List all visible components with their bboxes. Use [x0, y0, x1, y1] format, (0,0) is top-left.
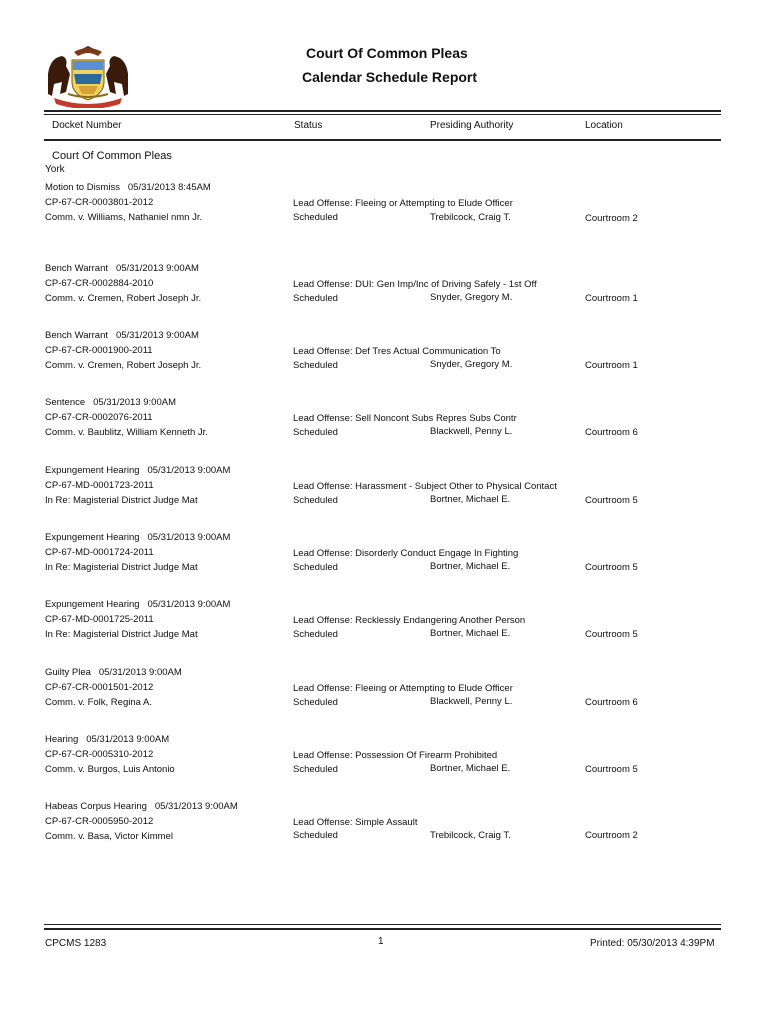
- record-docket: CP-67-CR-0005310-2012: [45, 749, 154, 760]
- report-title: Court Of Common Pleas: [306, 45, 468, 61]
- record-location: Courtroom 1: [585, 360, 638, 371]
- record-offense: Lead Offense: Recklessly Endangering Another Person: [293, 615, 526, 626]
- record-judge: Blackwell, Penny L.: [430, 696, 513, 707]
- column-header-rule: [44, 139, 721, 141]
- record-status: Scheduled: [293, 629, 338, 640]
- record-7: [0, 599, 768, 659]
- record-docket: CP-67-CR-0001501-2012: [45, 682, 154, 693]
- header-rule-thin: [44, 114, 721, 115]
- record-location: Courtroom 6: [585, 427, 638, 438]
- record-location: Courtroom 5: [585, 764, 638, 775]
- record-1: [0, 182, 768, 242]
- record-offense: Lead Offense: DUI: Gen Imp/Inc of Driving Safely - 1st Off: [293, 279, 537, 290]
- footer-form-id: CPCMS 1283: [45, 938, 107, 949]
- header-rule-top: [44, 110, 721, 112]
- record-docket: CP-67-CR-0003801-2012: [45, 197, 154, 208]
- record-5: [0, 465, 768, 525]
- record-judge: Trebilcock, Craig T.: [430, 212, 511, 223]
- pennsylvania-seal-logo: [44, 44, 132, 108]
- record-caption: Comm. v. Burgos, Luis Antonio: [45, 764, 175, 775]
- record-offense: Lead Offense: Possession Of Firearm Prohibited: [293, 750, 498, 761]
- record-caption: Comm. v. Folk, Regina A.: [45, 697, 152, 708]
- record-status: Scheduled: [293, 212, 338, 223]
- record-caption: Comm. v. Cremen, Robert Joseph Jr.: [45, 360, 202, 371]
- record-10: [0, 801, 768, 861]
- record-location: Courtroom 2: [585, 213, 638, 224]
- record-caption: Comm. v. Williams, Nathaniel nmn Jr.: [45, 212, 203, 223]
- record-offense: Lead Offense: Def Tres Actual Communication To: [293, 346, 501, 357]
- record-status: Scheduled: [293, 830, 338, 841]
- record-event: Motion to Dismiss 05/31/2013 8:45AM: [45, 182, 211, 193]
- record-9: [0, 734, 768, 794]
- record-status: Scheduled: [293, 764, 338, 775]
- column-header-authority: Presiding Authority: [430, 120, 514, 131]
- record-docket: CP-67-CR-0002076-2011: [45, 412, 153, 423]
- record-docket: CP-67-MD-0001725-2011: [45, 614, 154, 625]
- footer-page-number: 1: [378, 936, 384, 947]
- record-offense: Lead Offense: Harassment - Subject Other to Physical Contact: [293, 481, 557, 492]
- record-docket: CP-67-MD-0001723-2011: [45, 480, 154, 491]
- report-subtitle: Calendar Schedule Report: [302, 69, 478, 85]
- column-header-location: Location: [585, 120, 623, 131]
- record-judge: Bortner, Michael E.: [430, 628, 511, 639]
- record-event: Sentence 05/31/2013 9:00AM: [45, 397, 177, 408]
- record-docket: CP-67-CR-0005950-2012: [45, 816, 154, 827]
- record-judge: Snyder, Gregory M.: [430, 359, 513, 370]
- record-location: Courtroom 6: [585, 697, 638, 708]
- column-header-status: Status: [294, 120, 323, 131]
- record-event: Expungement Hearing 05/31/2013 9:00AM: [45, 465, 231, 476]
- footer-rule-top: [44, 924, 721, 925]
- record-judge: Bortner, Michael E.: [430, 561, 511, 572]
- record-judge: Snyder, Gregory M.: [430, 292, 513, 303]
- record-status: Scheduled: [293, 495, 338, 506]
- record-6: [0, 532, 768, 592]
- record-caption: Comm. v. Basa, Victor Kimmel: [45, 831, 173, 842]
- record-status: Scheduled: [293, 360, 338, 371]
- court-section-name: Court Of Common Pleas: [52, 150, 172, 162]
- record-4: [0, 397, 768, 457]
- record-caption: Comm. v. Baublitz, William Kenneth Jr.: [45, 427, 208, 438]
- record-status: Scheduled: [293, 697, 338, 708]
- record-offense: Lead Offense: Fleeing or Attempting to Elude Officer: [293, 683, 513, 694]
- footer-printed-timestamp: Printed: 05/30/2013 4:39PM: [590, 938, 715, 949]
- record-status: Scheduled: [293, 562, 338, 573]
- record-docket: CP-67-MD-0001724-2011: [45, 547, 154, 558]
- record-8: [0, 667, 768, 727]
- record-event: Bench Warrant 05/31/2013 9:00AM: [45, 330, 199, 341]
- record-event: Guilty Plea 05/31/2013 9:00AM: [45, 667, 182, 678]
- record-caption: Comm. v. Cremen, Robert Joseph Jr.: [45, 293, 202, 304]
- record-2: [0, 263, 768, 323]
- record-docket: CP-67-CR-0002884-2010: [45, 278, 154, 289]
- record-location: Courtroom 5: [585, 495, 638, 506]
- record-offense: Lead Offense: Sell Noncont Subs Repres Subs Contr: [293, 413, 517, 424]
- record-location: Courtroom 2: [585, 830, 638, 841]
- record-event: Bench Warrant 05/31/2013 9:00AM: [45, 263, 199, 274]
- record-judge: Trebilcock, Craig T.: [430, 830, 511, 841]
- record-offense: Lead Offense: Fleeing or Attempting to Elude Officer: [293, 198, 513, 209]
- record-status: Scheduled: [293, 293, 338, 304]
- record-event: Habeas Corpus Hearing 05/31/2013 9:00AM: [45, 801, 238, 812]
- record-offense: Lead Offense: Simple Assault: [293, 817, 418, 828]
- record-event: Hearing 05/31/2013 9:00AM: [45, 734, 170, 745]
- record-location: Courtroom 5: [585, 562, 638, 573]
- court-county: York: [45, 164, 65, 175]
- record-judge: Blackwell, Penny L.: [430, 426, 513, 437]
- record-caption: In Re: Magisterial District Judge Mat: [45, 629, 198, 640]
- record-caption: In Re: Magisterial District Judge Mat: [45, 495, 198, 506]
- record-event: Expungement Hearing 05/31/2013 9:00AM: [45, 532, 231, 543]
- record-location: Courtroom 5: [585, 629, 638, 640]
- record-status: Scheduled: [293, 427, 338, 438]
- footer-rule-bottom: [44, 928, 721, 930]
- column-header-docket: Docket Number: [52, 120, 122, 131]
- record-offense: Lead Offense: Disorderly Conduct Engage In Fighting: [293, 548, 519, 559]
- record-judge: Bortner, Michael E.: [430, 494, 511, 505]
- record-caption: In Re: Magisterial District Judge Mat: [45, 562, 198, 573]
- record-3: [0, 330, 768, 390]
- record-location: Courtroom 1: [585, 293, 638, 304]
- record-judge: Bortner, Michael E.: [430, 763, 511, 774]
- record-docket: CP-67-CR-0001900-2011: [45, 345, 153, 356]
- record-event: Expungement Hearing 05/31/2013 9:00AM: [45, 599, 231, 610]
